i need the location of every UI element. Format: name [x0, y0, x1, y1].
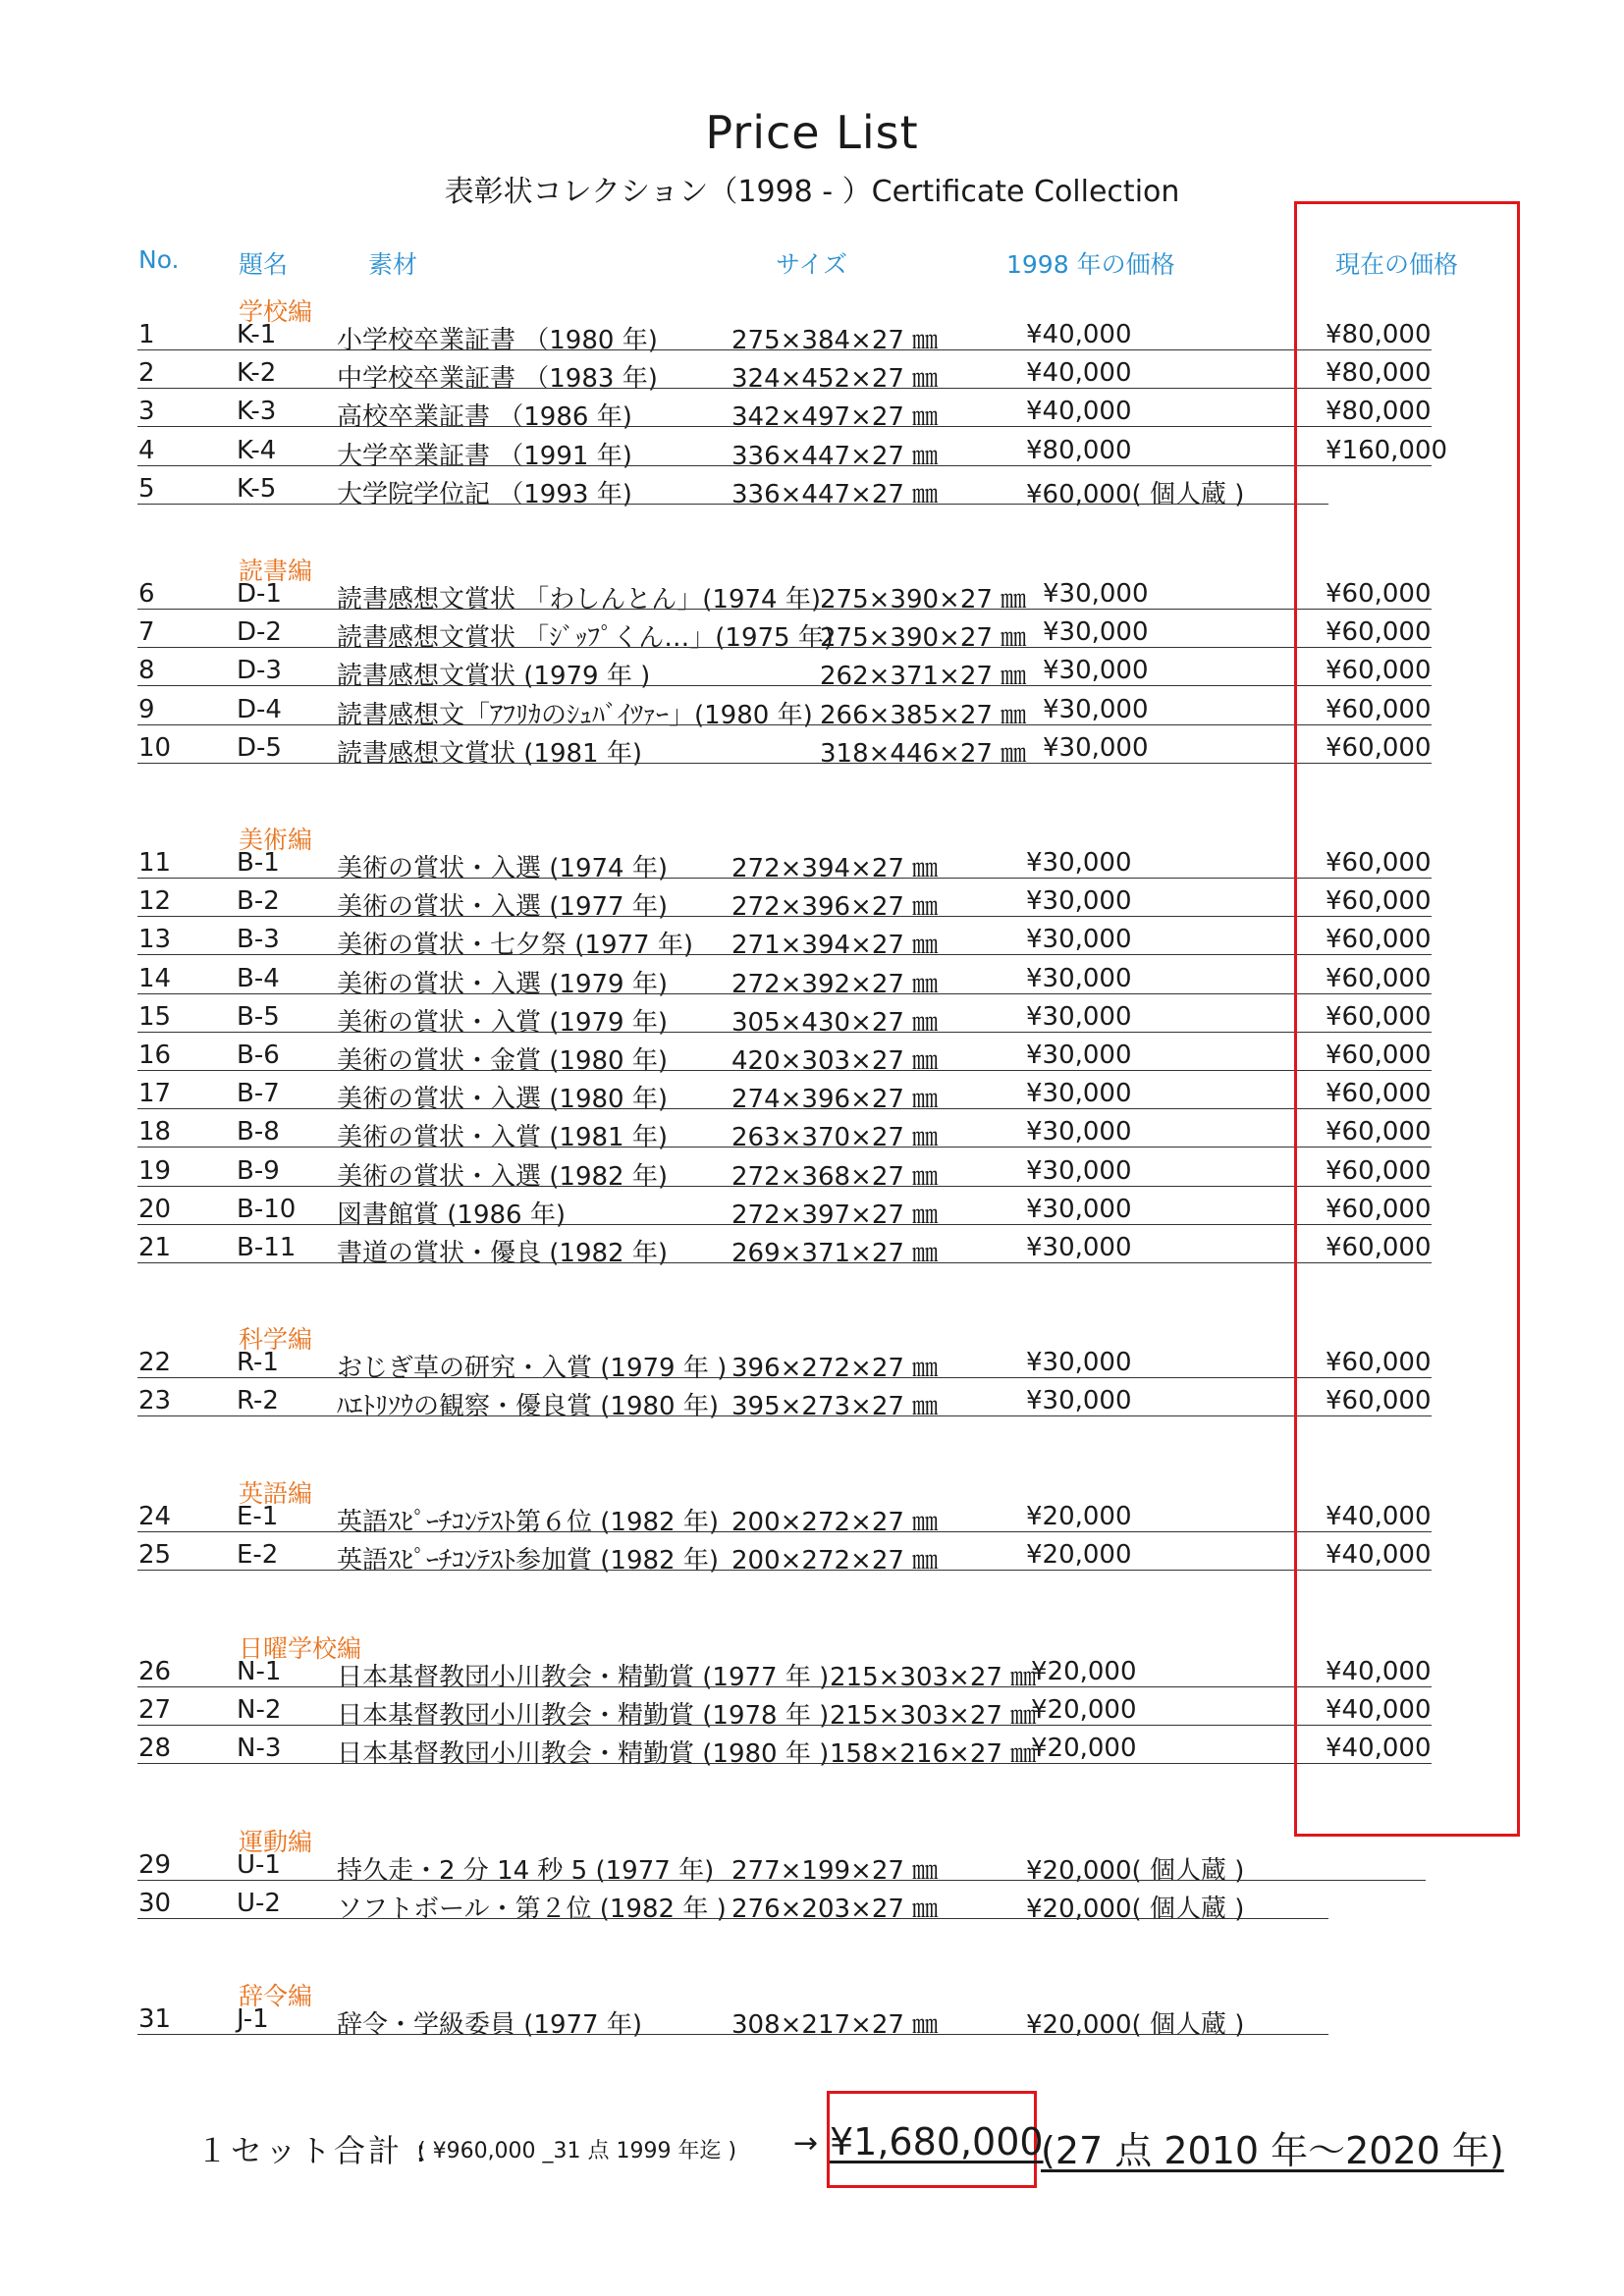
row-number: 11 — [138, 848, 172, 878]
section-heading: 学校編 — [239, 297, 313, 326]
row-price-now: ¥60,000 — [1326, 656, 1432, 686]
row-underline — [137, 2034, 1328, 2035]
row-code: J-1 — [237, 2004, 269, 2034]
header-size: サイズ — [776, 250, 848, 279]
row-price-1998: ¥30,000 — [1043, 579, 1149, 609]
row-number: 6 — [138, 579, 155, 609]
row-size: 276×203×27 ㎜ — [731, 1895, 939, 1925]
footer-label: １セット合計 : — [196, 2132, 429, 2169]
row-underline — [137, 1725, 1432, 1726]
row-number: 24 — [138, 1502, 172, 1531]
row-title: 美術の賞状・入賞 (1979 年) — [337, 1007, 668, 1038]
row-code: B-11 — [237, 1233, 297, 1262]
header-price-1998: 1998 年の価格 — [1006, 250, 1175, 279]
row-price-now: ¥160,000 — [1326, 435, 1448, 465]
row-code: B-8 — [237, 1117, 280, 1148]
row-title: 小学校卒業証書 （1980 年) — [337, 326, 658, 355]
row-code: K-5 — [237, 473, 277, 504]
row-price-now: ¥60,000 — [1326, 694, 1432, 724]
row-price-1998: ¥20,000 — [1026, 1502, 1132, 1531]
row-underline — [137, 993, 1432, 994]
row-underline — [137, 916, 1432, 917]
row-size: 272×368×27 ㎜ — [731, 1161, 939, 1192]
row-underline — [137, 1415, 1432, 1416]
row-title: ﾊｴﾄﾘｿｳの観察・優良賞 (1980 年) — [337, 1392, 719, 1422]
row-price-1998: ¥30,000 — [1026, 848, 1132, 878]
row-price-1998: ¥30,000 — [1026, 1041, 1132, 1070]
footer-tail: (27 点 2010 年～2020 年) — [1041, 2129, 1504, 2172]
row-size: 420×303×27 ㎜ — [731, 1046, 939, 1076]
section-heading: 科学編 — [239, 1325, 313, 1354]
row-price-1998: ¥30,000 — [1043, 694, 1149, 724]
row-size: 324×452×27 ㎜ — [731, 364, 939, 395]
row-price-now: ¥60,000 — [1326, 617, 1432, 648]
row-size: 308×217×27 ㎜ — [731, 2010, 939, 2040]
row-price-1998: ¥60,000( 個人蔵 ) — [1026, 479, 1245, 509]
row-price-now: ¥80,000 — [1326, 358, 1432, 389]
row-title: 持久走・2 分 14 秒 5 (1977 年) — [337, 1856, 715, 1886]
row-size: 277×199×27 ㎜ — [731, 1856, 939, 1886]
header-no: No. — [138, 245, 180, 274]
row-size: 272×396×27 ㎜ — [731, 892, 939, 923]
row-size: 396×272×27 ㎜ — [731, 1354, 939, 1383]
row-price-1998: ¥30,000 — [1026, 1079, 1132, 1109]
table-row — [0, 2001, 1624, 2039]
row-price-1998: ¥20,000( 個人蔵 ) — [1026, 1895, 1245, 1925]
row-price-1998: ¥30,000 — [1026, 886, 1132, 917]
row-underline — [137, 1262, 1432, 1263]
row-number: 15 — [138, 1001, 172, 1032]
row-code: B-1 — [237, 848, 280, 878]
row-title: 読書感想文賞状 「ｼﾞｯﾌﾟくん…」(1975 年) — [337, 623, 834, 654]
row-underline — [137, 1186, 1432, 1187]
row-size: 263×370×27 ㎜ — [731, 1123, 939, 1153]
row-number: 1 — [138, 320, 155, 349]
row-title: 大学院学位記 （1993 年) — [337, 479, 632, 509]
current-price-highlight-box — [1294, 201, 1520, 1837]
row-price-1998: ¥30,000 — [1026, 1348, 1132, 1377]
row-number: 31 — [138, 2004, 172, 2034]
row-price-now: ¥60,000 — [1326, 963, 1432, 993]
row-number: 19 — [138, 1155, 172, 1186]
row-size: 275×390×27 ㎜ — [820, 585, 1027, 614]
row-code: R-2 — [237, 1386, 279, 1416]
row-title: 美術の賞状・金賞 (1980 年) — [337, 1046, 668, 1076]
row-price-1998: ¥40,000 — [1026, 320, 1132, 349]
row-price-now: ¥60,000 — [1326, 886, 1432, 917]
row-number: 21 — [138, 1233, 172, 1262]
row-code: B-5 — [237, 1001, 280, 1032]
row-code: B-3 — [237, 925, 280, 955]
row-title: 高校卒業証書 （1986 年) — [337, 402, 632, 433]
section-heading: 辞令編 — [239, 1982, 313, 2010]
row-title: おじぎ草の研究・入賞 (1979 年 ) — [337, 1354, 728, 1383]
row-number: 8 — [138, 656, 155, 686]
row-number: 28 — [138, 1734, 172, 1764]
row-code: E-1 — [237, 1502, 279, 1531]
table-row — [0, 1846, 1624, 1885]
row-number: 9 — [138, 694, 155, 724]
row-number: 2 — [138, 358, 155, 389]
row-size: 318×446×27 ㎜ — [820, 738, 1027, 769]
row-price-1998: ¥30,000 — [1026, 1233, 1132, 1262]
row-price-now: ¥60,000 — [1326, 1386, 1432, 1416]
footer-total: ¥1,680,000 — [830, 2120, 1044, 2163]
row-price-1998: ¥20,000( 個人蔵 ) — [1026, 1856, 1245, 1886]
row-code: K-1 — [237, 320, 277, 349]
row-price-now: ¥40,000 — [1326, 1695, 1432, 1726]
row-number: 7 — [138, 617, 155, 648]
row-number: 10 — [138, 732, 172, 763]
row-code: K-4 — [237, 435, 277, 465]
table-row — [0, 1885, 1624, 1923]
row-size: 269×371×27 ㎜ — [731, 1239, 939, 1268]
row-code: D-5 — [237, 732, 282, 763]
row-underline — [137, 426, 1432, 427]
row-underline — [137, 1377, 1432, 1378]
row-number: 17 — [138, 1079, 172, 1109]
row-underline — [137, 1880, 1426, 1881]
row-title: 辞令・学級委員 (1977 年) — [337, 2010, 642, 2040]
header-material: 素材 — [368, 250, 418, 279]
row-underline — [137, 1108, 1432, 1109]
row-number: 13 — [138, 925, 172, 955]
row-title: 美術の賞状・入選 (1979 年) — [337, 969, 668, 999]
row-number: 4 — [138, 435, 155, 465]
row-underline — [137, 954, 1432, 955]
row-code: D-4 — [237, 694, 282, 724]
row-size: 215×303×27 ㎜ — [830, 1701, 1037, 1732]
section-heading: 英語編 — [239, 1479, 313, 1508]
row-underline — [137, 1531, 1432, 1532]
header-title: 題名 — [239, 250, 289, 279]
row-price-now: ¥60,000 — [1326, 1348, 1432, 1377]
row-code: B-2 — [237, 886, 280, 917]
row-number: 12 — [138, 886, 172, 917]
row-price-now: ¥60,000 — [1326, 1001, 1432, 1032]
row-price-now: ¥60,000 — [1326, 579, 1432, 609]
row-size: 272×397×27 ㎜ — [731, 1200, 939, 1230]
row-number: 18 — [138, 1117, 172, 1148]
row-underline — [137, 1070, 1432, 1071]
row-underline — [137, 388, 1432, 389]
row-title: 日本基督教団小川教会・精勤賞 (1978 年 ) — [337, 1701, 830, 1732]
row-number: 26 — [138, 1657, 172, 1686]
row-underline — [137, 504, 1328, 505]
row-number: 22 — [138, 1348, 172, 1377]
row-code: D-2 — [237, 617, 282, 648]
row-title: 英語ｽﾋﾟｰﾁｺﾝﾃｽﾄ第６位 (1982 年) — [337, 1508, 719, 1537]
row-underline — [137, 763, 1432, 764]
row-title: 読書感想文賞状 (1979 年 ) — [337, 662, 651, 692]
row-price-1998: ¥30,000 — [1026, 1386, 1132, 1416]
section-heading: 日曜学校編 — [239, 1634, 362, 1663]
row-price-1998: ¥80,000 — [1026, 435, 1132, 465]
row-size: 275×384×27 ㎜ — [731, 326, 939, 355]
row-size: 336×447×27 ㎜ — [731, 441, 939, 471]
row-code: B-6 — [237, 1041, 280, 1070]
row-price-now: ¥40,000 — [1326, 1540, 1432, 1571]
row-size: 272×394×27 ㎜ — [731, 854, 939, 883]
row-underline — [137, 1763, 1432, 1764]
row-title: 日本基督教団小川教会・精勤賞 (1977 年 ) — [337, 1663, 830, 1692]
row-price-1998: ¥20,000 — [1031, 1657, 1137, 1686]
row-code: B-10 — [237, 1194, 297, 1224]
row-code: B-4 — [237, 963, 280, 993]
footer-arrow: → — [793, 2126, 819, 2161]
row-code: B-7 — [237, 1079, 280, 1109]
row-size: 200×272×27 ㎜ — [731, 1546, 939, 1576]
row-size: 274×396×27 ㎜ — [731, 1085, 939, 1115]
row-title: 美術の賞状・入選 (1974 年) — [337, 854, 668, 883]
row-code: D-1 — [237, 579, 282, 609]
row-title: 読書感想文「ｱﾌﾘｶのｼｭﾊﾞｲﾂｧｰ」(1980 年) — [337, 700, 813, 730]
section-heading: 読書編 — [239, 557, 313, 585]
row-underline — [137, 1918, 1328, 1919]
row-size: 275×390×27 ㎜ — [820, 623, 1027, 654]
row-code: R-1 — [237, 1348, 279, 1377]
row-price-now: ¥80,000 — [1326, 397, 1432, 427]
row-code: N-1 — [237, 1657, 282, 1686]
row-code: K-3 — [237, 397, 277, 427]
row-title: 書道の賞状・優良 (1982 年) — [337, 1239, 668, 1268]
row-size: 305×430×27 ㎜ — [731, 1007, 939, 1038]
row-size: 158×216×27 ㎜ — [830, 1739, 1037, 1770]
row-size: 266×385×27 ㎜ — [820, 700, 1027, 730]
footer-detail: ( ¥960,000 _31 点 1999 年迄 ) — [417, 2139, 737, 2163]
row-number: 27 — [138, 1695, 172, 1726]
row-price-1998: ¥40,000 — [1026, 397, 1132, 427]
row-size: 395×273×27 ㎜ — [731, 1392, 939, 1422]
row-price-now: ¥40,000 — [1326, 1734, 1432, 1764]
row-price-1998: ¥30,000 — [1043, 732, 1149, 763]
row-title: ソフトボール・第２位 (1982 年 ) — [337, 1895, 727, 1925]
row-size: 271×394×27 ㎜ — [731, 931, 939, 961]
row-underline — [137, 878, 1432, 879]
row-title: 美術の賞状・入賞 (1981 年) — [337, 1123, 668, 1153]
row-title: 美術の賞状・入選 (1982 年) — [337, 1161, 668, 1192]
row-underline — [137, 1686, 1432, 1687]
row-size: 342×497×27 ㎜ — [731, 402, 939, 433]
row-title: 図書館賞 (1986 年) — [337, 1200, 566, 1230]
row-title: 大学卒業証書 （1991 年) — [337, 441, 632, 471]
row-title: 日本基督教団小川教会・精勤賞 (1980 年 ) — [337, 1739, 830, 1770]
row-price-1998: ¥30,000 — [1043, 656, 1149, 686]
row-size: 215×303×27 ㎜ — [830, 1663, 1037, 1692]
section-heading: 美術編 — [239, 826, 313, 854]
row-price-now: ¥80,000 — [1326, 320, 1432, 349]
row-title: 読書感想文賞状 (1981 年) — [337, 738, 642, 769]
header-price-now: 現在の価格 — [1335, 250, 1459, 279]
row-code: D-3 — [237, 656, 282, 686]
row-code: N-3 — [237, 1734, 282, 1764]
row-price-1998: ¥30,000 — [1026, 1155, 1132, 1186]
row-price-now: ¥60,000 — [1326, 1194, 1432, 1224]
page-title: Price List — [705, 106, 919, 159]
row-underline — [137, 609, 1432, 610]
row-price-now: ¥60,000 — [1326, 1041, 1432, 1070]
row-underline — [137, 647, 1432, 648]
footer — [0, 2120, 1624, 2172]
row-underline — [137, 1570, 1432, 1571]
row-price-now: ¥60,000 — [1326, 732, 1432, 763]
row-size: 200×272×27 ㎜ — [731, 1508, 939, 1537]
row-number: 23 — [138, 1386, 172, 1416]
page-subtitle: 表彰状コレクション（1998 - ）Certificate Collection — [444, 175, 1180, 209]
row-underline — [137, 1147, 1432, 1148]
row-title: 読書感想文賞状 「わしんとん」(1974 年) — [337, 585, 821, 614]
row-number: 30 — [138, 1889, 172, 1919]
row-underline — [137, 465, 1432, 466]
row-number: 25 — [138, 1540, 172, 1571]
row-code: N-2 — [237, 1695, 282, 1726]
row-price-1998: ¥30,000 — [1043, 617, 1149, 648]
row-price-now: ¥60,000 — [1326, 1117, 1432, 1148]
row-underline — [137, 1224, 1432, 1225]
row-title: 美術の賞状・入選 (1980 年) — [337, 1085, 668, 1115]
row-title: 美術の賞状・七夕祭 (1977 年) — [337, 931, 693, 961]
row-title: 美術の賞状・入選 (1977 年) — [337, 892, 668, 923]
row-price-now: ¥60,000 — [1326, 1233, 1432, 1262]
row-underline — [137, 349, 1432, 350]
row-price-now: ¥60,000 — [1326, 1079, 1432, 1109]
row-size: 272×392×27 ㎜ — [731, 969, 939, 999]
row-price-1998: ¥30,000 — [1026, 963, 1132, 993]
row-number: 16 — [138, 1041, 172, 1070]
row-number: 5 — [138, 473, 155, 504]
row-price-1998: ¥20,000( 個人蔵 ) — [1026, 2010, 1245, 2040]
row-size: 262×371×27 ㎜ — [820, 662, 1027, 692]
row-price-1998: ¥20,000 — [1031, 1695, 1137, 1726]
row-number: 20 — [138, 1194, 172, 1224]
row-price-1998: ¥40,000 — [1026, 358, 1132, 389]
row-price-now: ¥40,000 — [1326, 1502, 1432, 1531]
row-title: 中学校卒業証書 （1983 年) — [337, 364, 658, 395]
row-underline — [137, 1032, 1432, 1033]
row-code: B-9 — [237, 1155, 280, 1186]
row-size: 336×447×27 ㎜ — [731, 479, 939, 509]
row-price-1998: ¥30,000 — [1026, 1117, 1132, 1148]
row-underline — [137, 685, 1432, 686]
row-number: 29 — [138, 1850, 172, 1880]
row-title: 英語ｽﾋﾟｰﾁｺﾝﾃｽﾄ参加賞 (1982 年) — [337, 1546, 719, 1576]
row-price-now: ¥60,000 — [1326, 848, 1432, 878]
row-price-1998: ¥20,000 — [1026, 1540, 1132, 1571]
row-price-1998: ¥20,000 — [1031, 1734, 1137, 1764]
row-code: U-1 — [237, 1850, 281, 1880]
section-heading: 運動編 — [239, 1828, 313, 1856]
row-number: 14 — [138, 963, 172, 993]
row-number: 3 — [138, 397, 155, 427]
row-price-now: ¥40,000 — [1326, 1657, 1432, 1686]
row-price-now: ¥60,000 — [1326, 1155, 1432, 1186]
row-price-1998: ¥30,000 — [1026, 1001, 1132, 1032]
row-code: K-2 — [237, 358, 277, 389]
row-code: E-2 — [237, 1540, 279, 1571]
row-price-1998: ¥30,000 — [1026, 925, 1132, 955]
row-underline — [137, 724, 1432, 725]
row-price-now: ¥60,000 — [1326, 925, 1432, 955]
row-code: U-2 — [237, 1889, 281, 1919]
row-price-1998: ¥30,000 — [1026, 1194, 1132, 1224]
